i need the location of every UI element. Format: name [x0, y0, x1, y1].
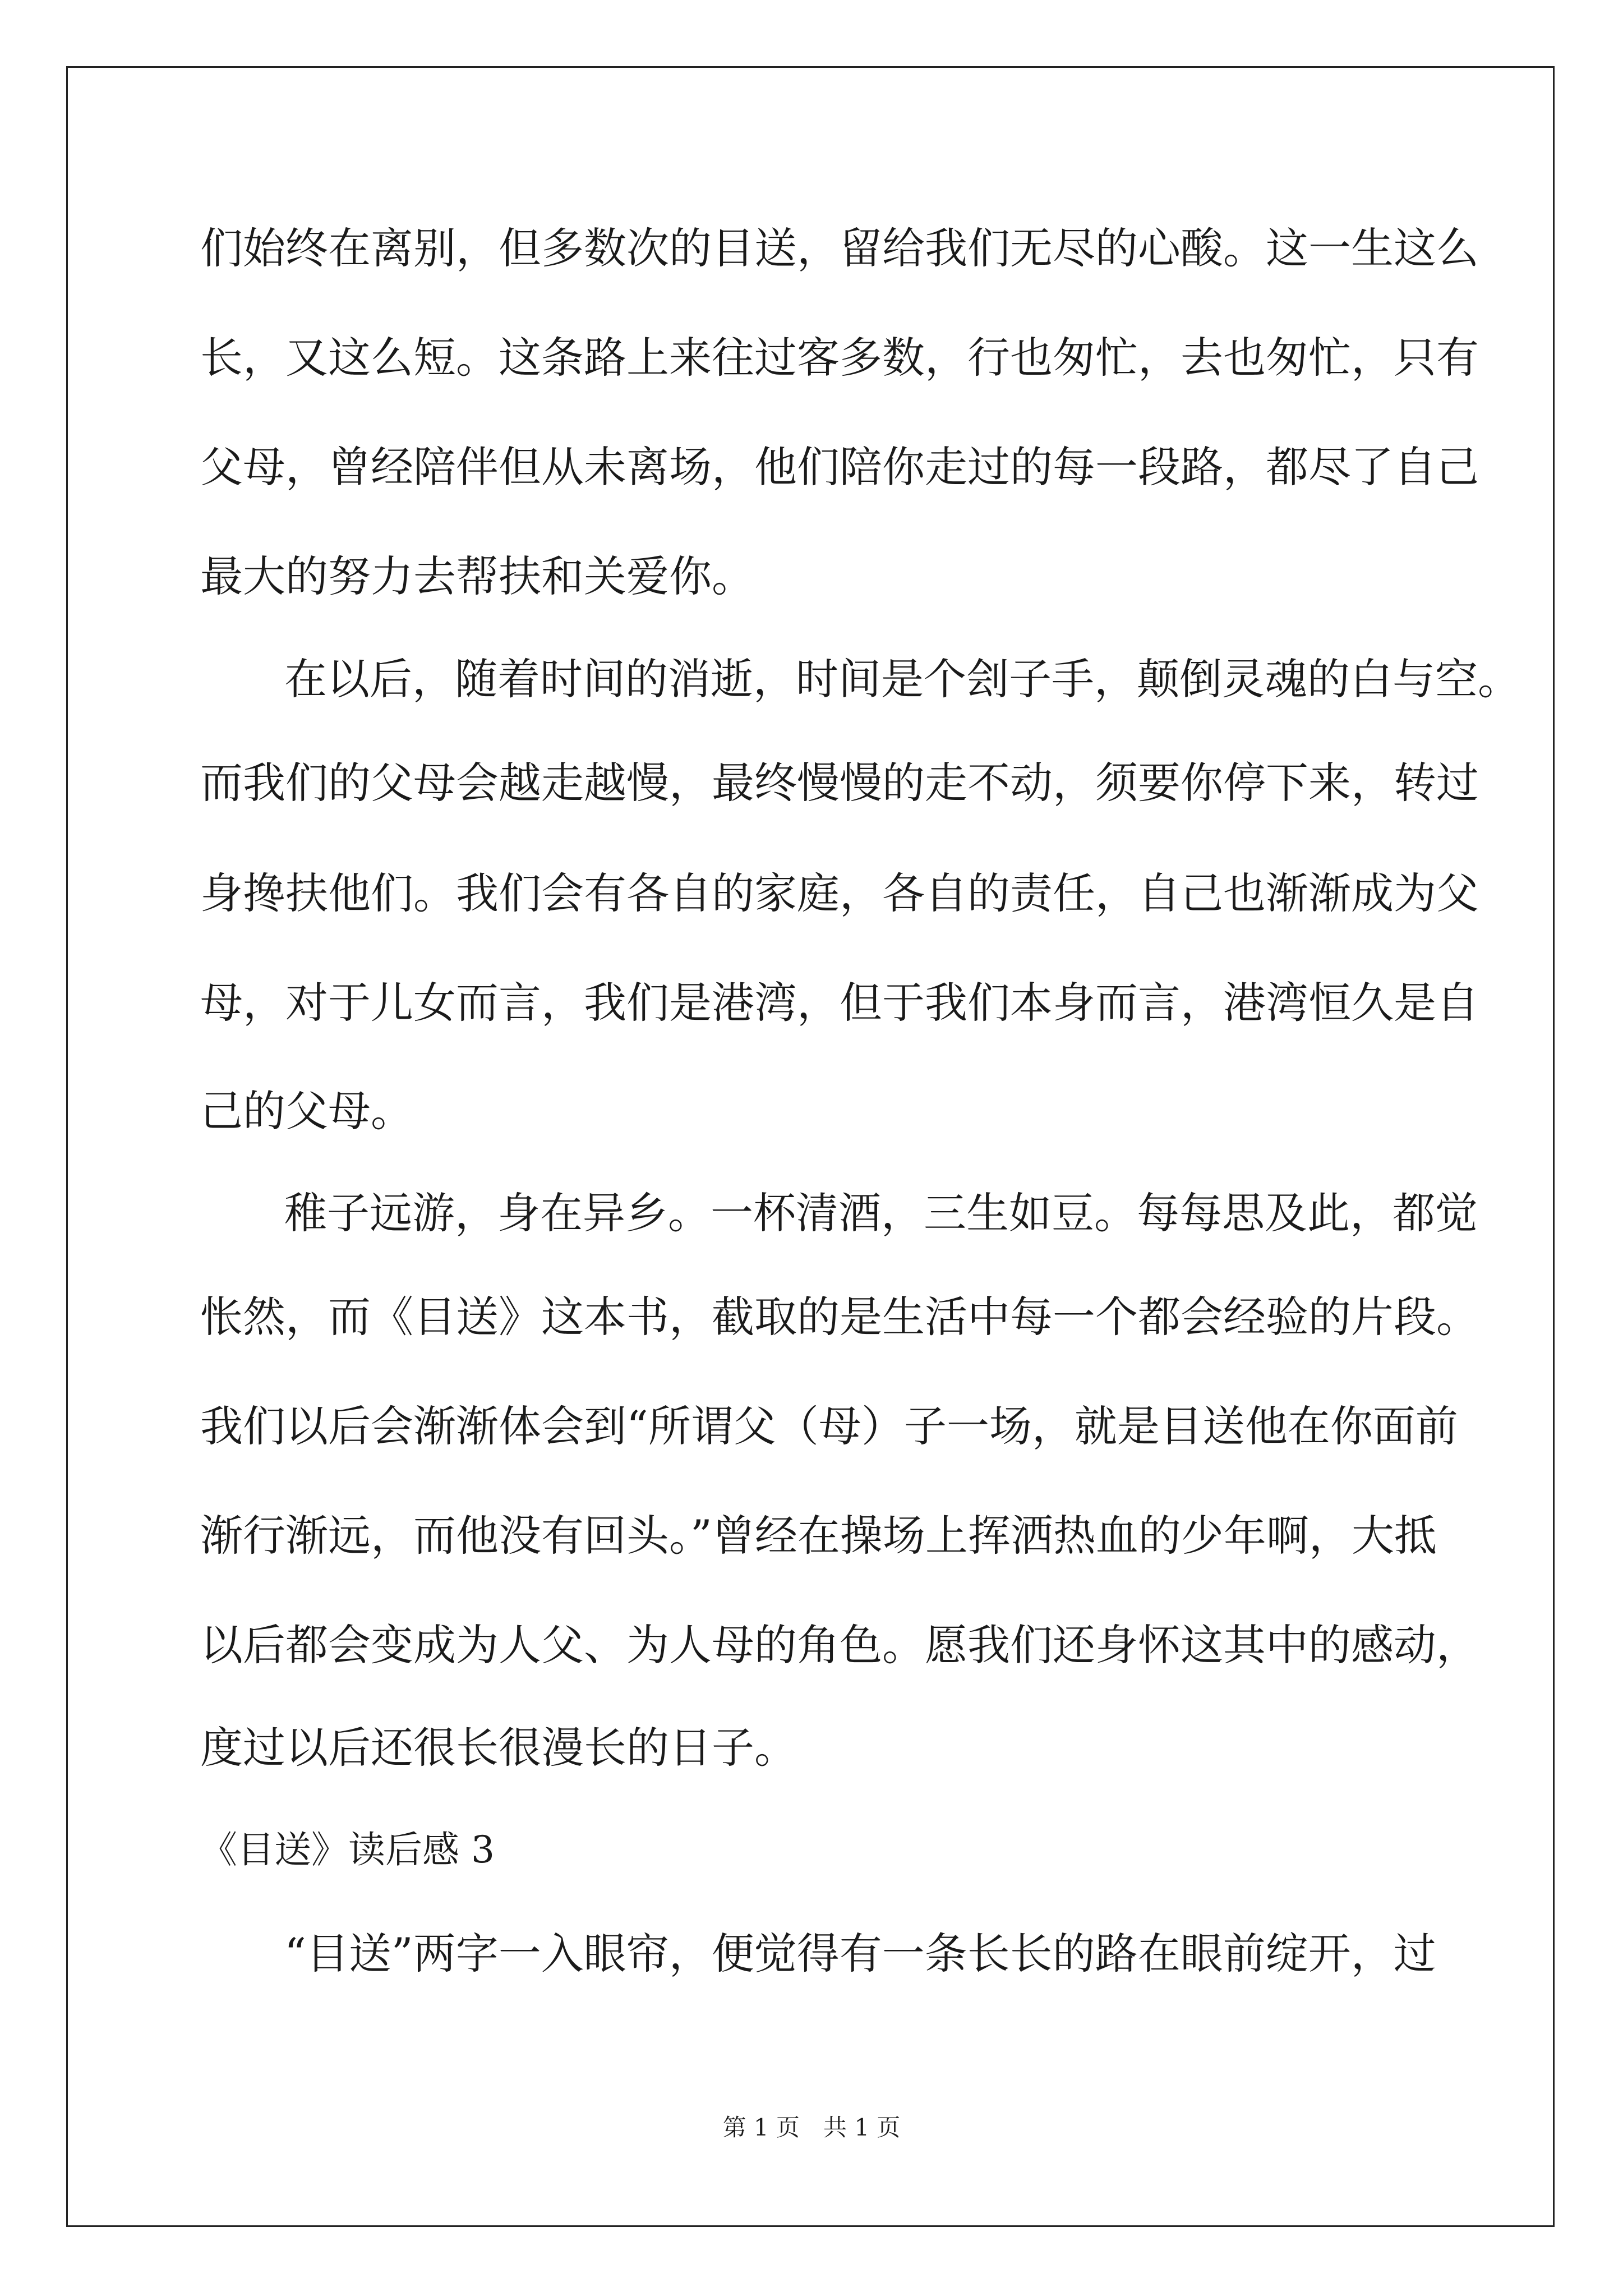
paragraph-line: 我们以后会渐渐体会到“所谓父（母）子一场，就是目送他在你面前	[200, 1401, 1458, 1451]
paragraph-line: 在以后，随着时间的消逝，时间是个刽子手，颠倒灵魂的白与空。	[284, 654, 1520, 704]
section-heading: 《目送》读后感 3	[200, 1828, 495, 1871]
paragraph-line: 父母，曾经陪伴但从未离场，他们陪你走过的每一段路，都尽了自己	[200, 442, 1479, 492]
paragraph-line: 而我们的父母会越走越慢，最终慢慢的走不动，须要你停下来，转过	[200, 758, 1479, 808]
paragraph-line: 度过以后还很长很漫长的日子。	[200, 1723, 797, 1773]
paragraph-line: 以后都会变成为人父、为人母的角色。愿我们还身怀这其中的感动，	[200, 1620, 1479, 1670]
paragraph-line: 最大的努力去帮扶和关爱你。	[200, 551, 754, 601]
paragraph-line: 己的父母。	[200, 1086, 413, 1136]
page-border	[66, 66, 1555, 2227]
paragraph-line: 稚子远游，身在异乡。一杯清酒，三生如豆。每每思及此，都觉	[284, 1188, 1478, 1238]
paragraph-line: 长，又这么短。这条路上来往过客多数，行也匆忙，去也匆忙，只有	[200, 333, 1479, 383]
paragraph-line: 们始终在离别，但多数次的目送，留给我们无尽的心酸。这一生这么	[200, 223, 1479, 273]
paragraph-line: 母，对于儿女而言，我们是港湾，但于我们本身而言，港湾恒久是自	[200, 978, 1479, 1028]
page-number-footer: 第 1 页 共 1 页	[722, 2114, 901, 2141]
paragraph-line: “目送”两字一入眼帘，便觉得有一条长长的路在眼前绽开，过	[284, 1929, 1436, 1978]
paragraph-line: 身搀扶他们。我们会有各自的家庭，各自的责任，自己也渐渐成为父	[200, 868, 1479, 918]
paragraph-line: 渐行渐远，而他没有回头。”曾经在操场上挥洒热血的少年啊，大抵	[200, 1511, 1437, 1561]
paragraph-line: 怅然，而《目送》这本书，截取的是生活中每一个都会经验的片段。	[200, 1292, 1479, 1342]
